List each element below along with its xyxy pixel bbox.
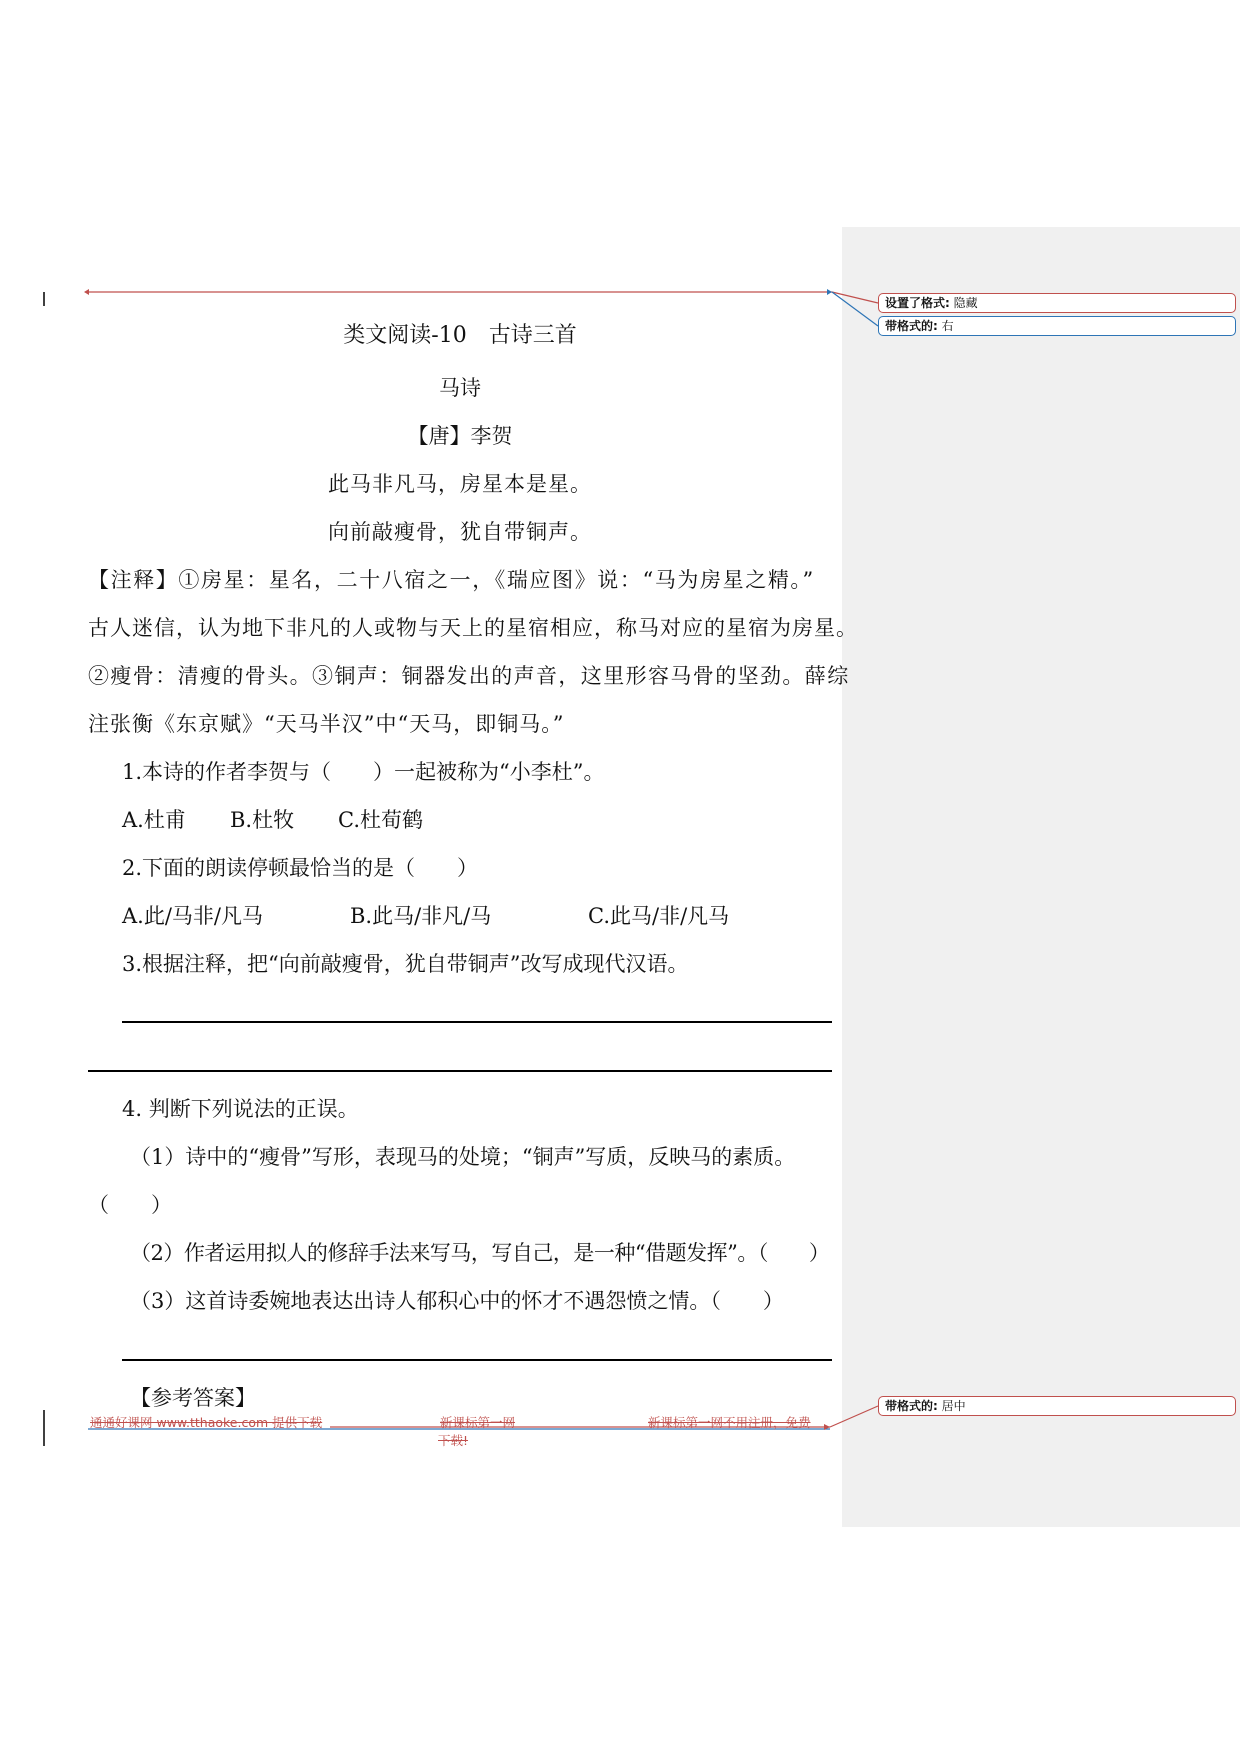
comment-value: 居中: [941, 1399, 966, 1413]
note-line-4: 注张衡《东京赋》“天马半汉”中“天马，即铜马。”: [88, 712, 565, 736]
comment-value: 隐藏: [953, 296, 978, 310]
q4-item-3: （3）这首诗委婉地表达出诗人郁积心中的怀才不遇怨愤之情。（ ）: [130, 1289, 784, 1313]
footer-middle-link-2[interactable]: 下载!: [438, 1433, 469, 1448]
question-2: 2.下面的朗读停顿最恰当的是（ ）: [122, 856, 479, 880]
answer-line-2: [88, 1070, 832, 1072]
question-4: 4. 判断下列说法的正误。: [122, 1097, 359, 1121]
doc-title: 类文阅读-10 古诗三首: [343, 323, 577, 348]
revision-marker-end: [827, 289, 832, 295]
footer-middle-link[interactable]: 新课标第一网: [440, 1415, 516, 1430]
poem-author: 【唐】李贺: [407, 424, 513, 448]
connector-center: [830, 1406, 878, 1427]
comment-value: 右: [941, 319, 954, 333]
question-1: 1.本诗的作者李贺与（ ）一起被称为“小李杜”。: [122, 760, 605, 784]
comment-label: 设置了格式:: [885, 296, 950, 310]
revision-marker-start: [84, 289, 89, 295]
q2-option-b: B.此马/非凡/马: [350, 904, 492, 928]
note-line-1: 【注释】①房星：星名，二十八宿之一，《瑞应图》说：“马为房星之精。”: [88, 568, 815, 592]
q1-option-c: C.杜荀鹤: [338, 808, 423, 832]
answer-line-3: [122, 1359, 832, 1361]
note-line-3: ②瘦骨：清瘦的骨头。③铜声：铜器发出的声音，这里形容马骨的坚劲。薛综: [88, 664, 850, 688]
footer-left-link[interactable]: 通通好课网 www.tthaoke.com 提供下载: [90, 1415, 323, 1430]
note-line-2: 古人迷信，认为地下非凡的人或物与天上的星宿相应，称马对应的星宿为房星。: [88, 616, 858, 640]
comment-label: 带格式的:: [885, 1399, 938, 1413]
poem-line-1: 此马非凡马，房星本是星。: [328, 472, 592, 496]
q2-option-a: A.此/马非/凡马: [122, 904, 263, 928]
q4-item-2: （2）作者运用拟人的修辞手法来写马，写自己，是一种“借题发挥”。（ ）: [130, 1241, 830, 1265]
q4-item-1: （1）诗中的“瘦骨”写形，表现马的处境；“铜声”写质，反映马的素质。: [130, 1145, 796, 1169]
footer-right-link[interactable]: 新课标第一网不用注册，免费: [648, 1415, 811, 1430]
poem-title: 马诗: [439, 376, 481, 400]
question-3: 3.根据注释，把“向前敲瘦骨，犹自带铜声”改写成现代汉语。: [122, 952, 689, 976]
q1-option-a: A.杜甫: [122, 808, 186, 832]
answer-heading: 【参考答案】: [130, 1386, 256, 1410]
answer-line-1: [122, 1021, 832, 1023]
q1-option-b: B.杜牧: [230, 808, 295, 832]
q2-option-c: C.此马/非/凡马: [588, 904, 730, 928]
poem-line-2: 向前敲瘦骨，犹自带铜声。: [328, 520, 592, 544]
comment-label: 带格式的:: [885, 319, 938, 333]
q4-item-1-bracket: （ ）: [88, 1193, 172, 1217]
